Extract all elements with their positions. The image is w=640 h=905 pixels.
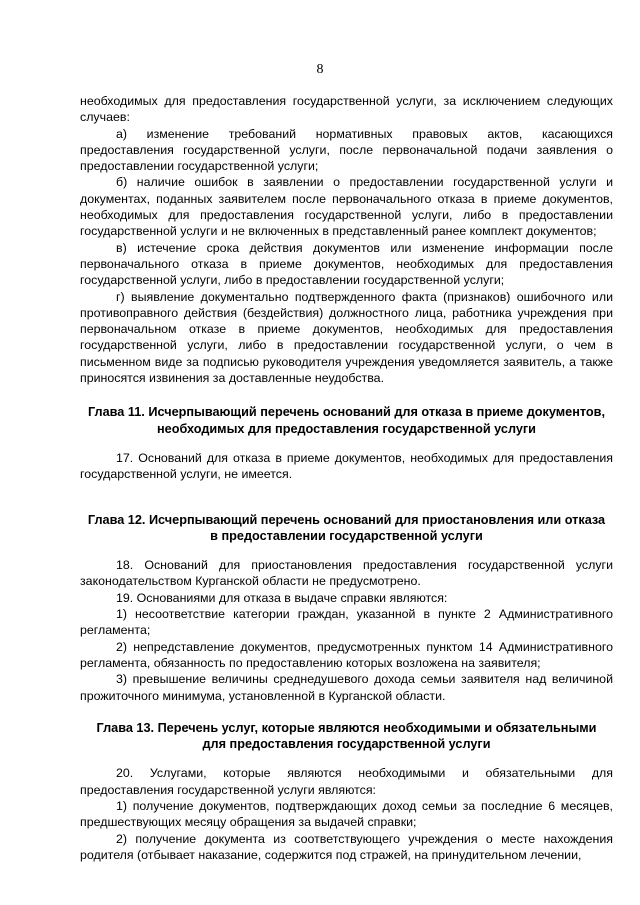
paragraph-19: 19. Основаниями для отказа в выдаче справки являются:	[116, 590, 448, 605]
chapter-13-heading-line-1: Глава 13. Перечень услуг, которые являются необходимыми и обязательными	[96, 720, 597, 735]
paragraph-20: 20. Услугами, которые являются необходимыми и обязательными для предоставления государственной услуги являются:	[80, 766, 613, 797]
service-item-1: 1) получение документов, подтверждающих доход семьи за последние 6 месяцев, предшествующих месяцу обращения за выдачей справки;	[80, 798, 613, 830]
list-item-a: а) изменение требований нормативных правовых актов, касающихся предоставления государственной услуги, после первоначальной подачи заявления о предоставлении государственной услуги;	[80, 126, 613, 174]
chapter-12-heading-line-2: в предоставлении государственной услуги	[210, 528, 483, 543]
paragraph-18: 18. Оснований для приостановления предоставления государственной услуги законодательством Курганской области не предусмотрено.	[80, 558, 613, 589]
chapter-11-heading	[80, 404, 613, 437]
list-item-v: в) истечение срока действия документов или изменение информации после первоначального отказа в приеме документов, необходимых для предоставления государственной услуги, либо в предоставлении государственной услуги;	[80, 240, 613, 288]
paragraph-17: 17. Оснований для отказа в приеме документов, необходимых для предоставления государственной услуги, не имеется.	[80, 450, 613, 482]
chapter-13-heading-line-2: для предоставления государственной услуги	[202, 737, 491, 752]
list-item-g: г) выявление документально подтвержденного факта (признаков) ошибочного или противоправного действия (бездействия) должностного лица, работника учреждения при первоначальном отказе в приеме документов, необходимых для предоставления государственной услуги, либо в предоставлении государственной услуги, о чем в письменном виде за подписью руководителя учреждения уведомляется заявитель, а также приносятся извинения за доставленные неудобства.	[80, 289, 613, 386]
reason-item-1: 1) несоответствие категории граждан, указанной в пункте 2 Административного регламента;	[80, 607, 613, 638]
reason-item-2: 2) непредставление документов, предусмотренных пунктом 14 Административного регламента, обязанность по предоставлению которых возложена на заявителя;	[80, 639, 613, 670]
chapter-13-heading	[80, 720, 613, 753]
paragraph-continuation: необходимых для предоставления государственной услуги, за исключением следующих случаев:	[80, 94, 613, 125]
page-number: 8	[316, 62, 324, 77]
chapter-12-heading	[80, 512, 613, 545]
reason-item-3: 3) превышение величины среднедушевого дохода семьи заявителя над величиной прожиточного минимума, установленной в Курганской области.	[80, 672, 613, 703]
service-item-2: 2) получение документа из соответствующего учреждения о месте нахождения родителя (отбывает наказание, содержится под стражей, на принудительном лечении,	[80, 831, 613, 862]
list-item-b: б) наличие ошибок в заявлении о предоставлении государственной услуги и документах, поданных заявителем после первоначального отказа в приеме документов, необходимых для предоставления государственной услуги, либо в предоставлении государственной услуги и не включенных в представленный ранее комплект документов;	[80, 175, 613, 239]
chapter-11-heading-line-2: необходимых для предоставления государственной услуги	[157, 421, 536, 436]
chapter-11-heading-line-1: Глава 11. Исчерпывающий перечень оснований для отказа в приеме документов,	[88, 405, 605, 420]
document-body	[80, 93, 613, 863]
chapter-12-heading-line-1: Глава 12. Исчерпывающий перечень оснований для приостановления или отказа	[87, 512, 606, 527]
